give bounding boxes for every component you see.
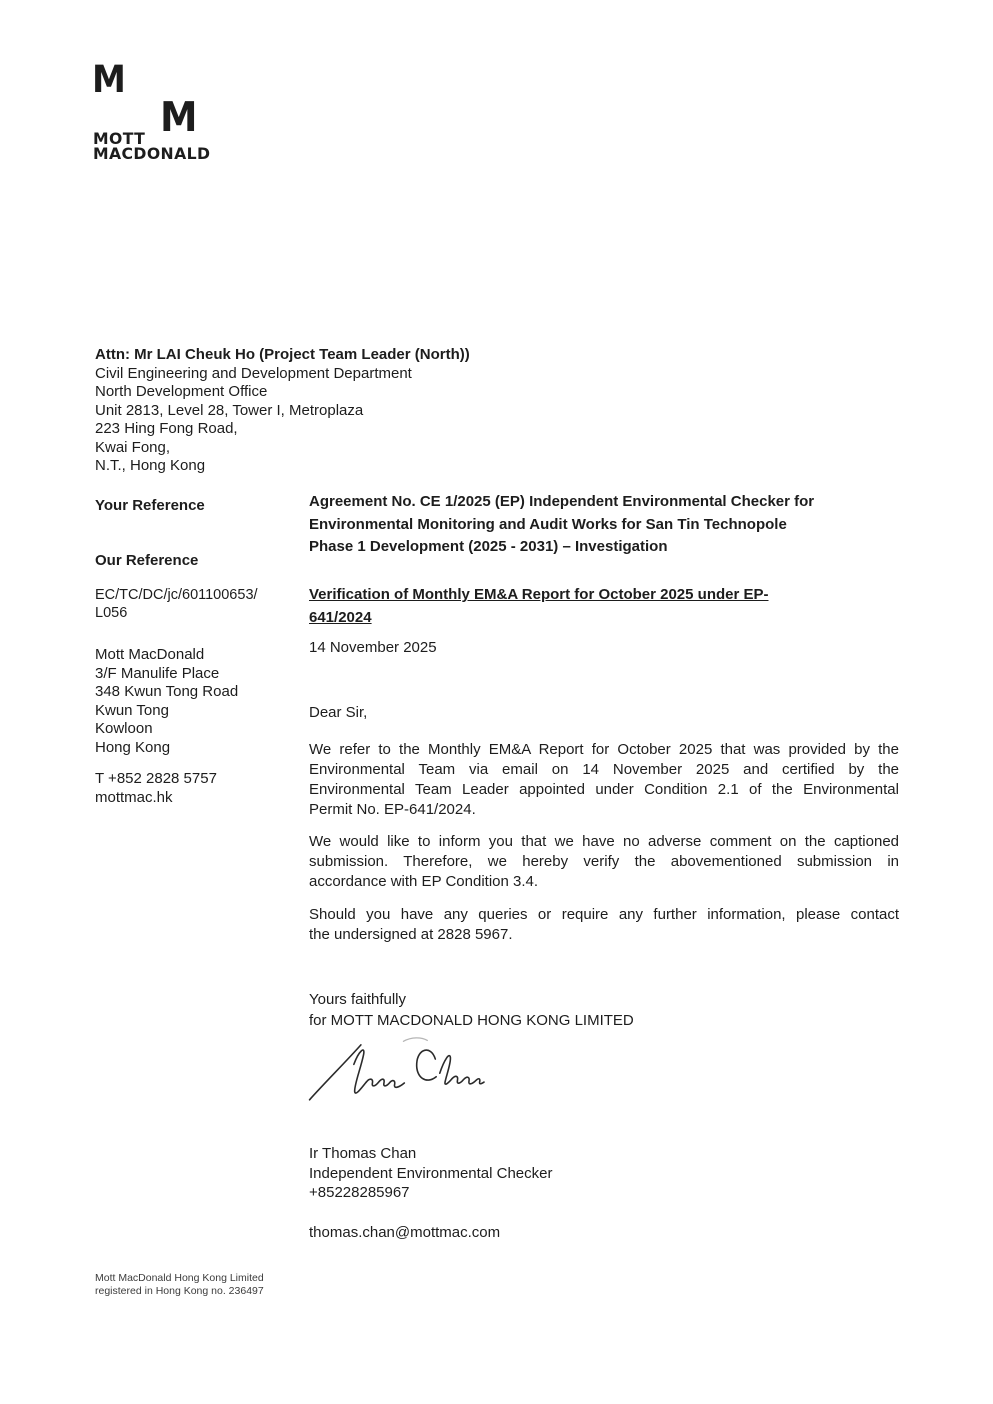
sender-contact-block (95, 770, 217, 807)
recipient-address-block (95, 346, 470, 476)
sender-address-line: Kwun Tong (95, 701, 169, 719)
sender-address-block (95, 646, 238, 757)
body-line: Environmental Team Leader appointed under Condition 2.1 of the Environmental (309, 781, 899, 798)
recipient-address-line: 223 Hing Fong Road, (95, 420, 238, 437)
recipient-address-line: Civil Engineering and Development Department (95, 364, 412, 382)
signature-image (306, 1036, 492, 1119)
subject-line: Environmental Monitoring and Audit Works for San Tin Technopole (309, 515, 787, 533)
closing-line: Yours faithfully (309, 991, 407, 1008)
recipient-address-line: North Development Office (95, 383, 268, 400)
subject-verification-title (309, 584, 899, 629)
your-reference-label: Your Reference (95, 497, 205, 514)
closing-block (309, 989, 899, 1031)
body-line: Should you have any queries or require any further information, please contact (309, 906, 899, 923)
body-line: Environmental Team via email on 14 November 2025 and certified by the (309, 761, 899, 778)
our-reference-value (95, 568, 258, 622)
body-paragraph-2 (309, 832, 899, 892)
logo-m-icon: M (160, 93, 198, 141)
signatory-name: Ir Thomas Chan (309, 1145, 417, 1162)
signatory-email: thomas.chan@mottmac.com (309, 1224, 501, 1241)
sender-address-line: Hong Kong (95, 738, 171, 756)
body-line: We refer to the Monthly EM&A Report for October 2025 that was provided by the (309, 741, 899, 758)
signatory-block (309, 1144, 899, 1203)
sender-address-line: Mott MacDonald (95, 646, 205, 663)
body-line: submission. Therefore, we hereby verify the abovementioned submission in (309, 853, 899, 870)
body-paragraph-1 (309, 740, 899, 820)
recipient-address-line: Unit 2813, Level 28, Tower I, Metroplaza (95, 401, 364, 419)
sender-address-line: 3/F Manulife Place (95, 664, 220, 682)
body-paragraph-3 (309, 905, 899, 945)
body-line: accordance with EP Condition 3.4. (309, 873, 539, 890)
subject-line: Phase 1 Development (2025 - 2031) – Investigation (309, 538, 668, 555)
logo-m-icon: M (92, 58, 126, 101)
logo-wordmark-line2: MACDONALD (93, 144, 211, 163)
sender-website: mottmac.hk (95, 788, 173, 806)
sender-address-line: Kowloon (95, 720, 153, 737)
our-reference-label: Our Reference (95, 552, 199, 569)
sender-phone: T +852 2828 5757 (95, 770, 217, 787)
sender-address-line: 348 Kwun Tong Road (95, 683, 239, 700)
recipient-address-line: N.T., Hong Kong (95, 457, 206, 474)
signatory-phone: +85228285967 (309, 1184, 410, 1201)
footer-line: registered in Hong Kong no. 236497 (95, 1284, 264, 1297)
subject-verification-line: Verification of Monthly EM&A Report for October 2025 under EP- (309, 586, 769, 603)
closing-company-line: for MOTT MACDONALD HONG KONG LIMITED (309, 1012, 634, 1029)
body-line: Permit No. EP-641/2024. (309, 801, 476, 818)
subject-agreement-title (309, 491, 899, 559)
our-reference-value-line: EC/TC/DC/jc/601100653/ (95, 587, 258, 603)
signatory-title: Independent Environmental Checker (309, 1164, 553, 1182)
recipient-address-line: Kwai Fong, (95, 438, 171, 456)
body-line: the undersigned at 2828 5967. (309, 926, 513, 943)
salutation: Dear Sir, (309, 704, 368, 721)
logo-wordmark-line1: MOTT (93, 129, 146, 148)
our-reference-value-line: L056 (95, 605, 128, 621)
footer-line: Mott MacDonald Hong Kong Limited (95, 1272, 264, 1284)
subject-verification-line: 641/2024 (309, 608, 372, 626)
recipient-attn-line: Attn: Mr LAI Cheuk Ho (Project Team Leader (North)) (95, 346, 470, 363)
subject-line: Agreement No. CE 1/2025 (EP) Independent Environmental Checker for (309, 493, 815, 510)
body-line: We would like to inform you that we have no adverse comment on the captioned (309, 833, 899, 850)
letter-date: 14 November 2025 (309, 639, 437, 656)
company-registration-footer (95, 1272, 264, 1297)
